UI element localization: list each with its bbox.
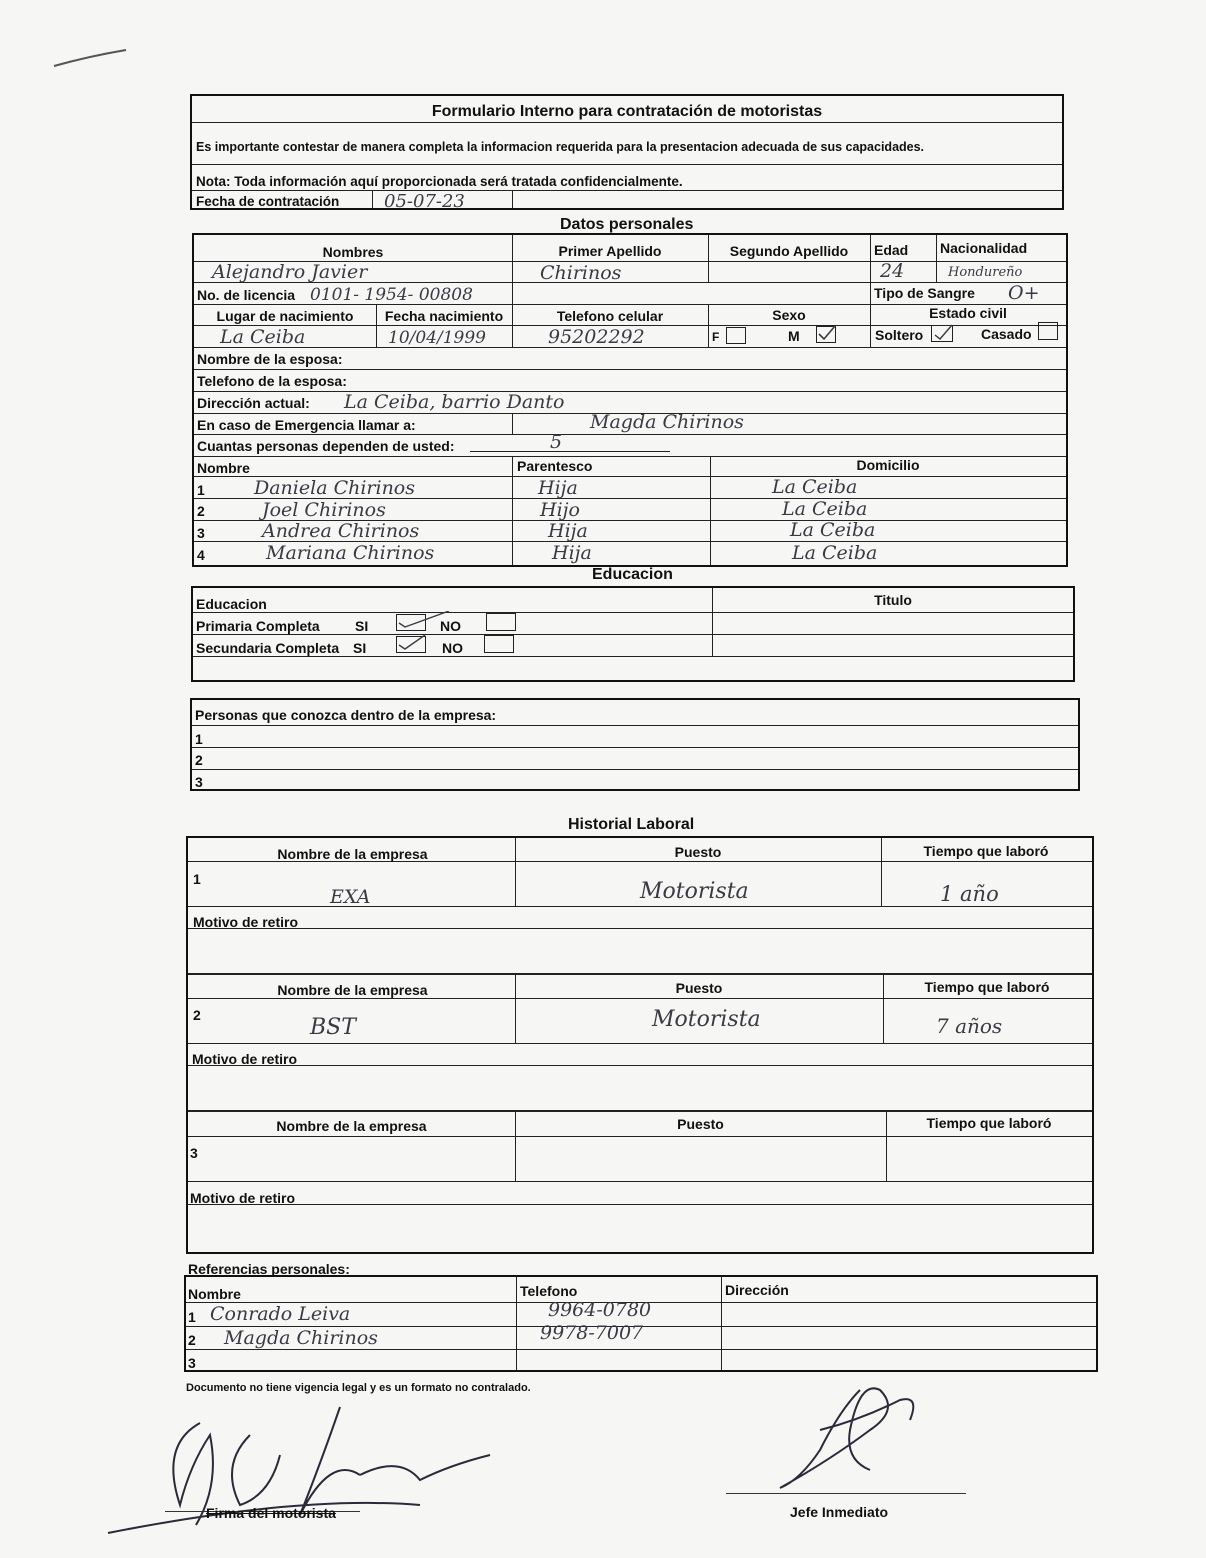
primaria-no-label: NO (440, 618, 461, 634)
primer-apellido-field[interactable]: Chirinos (540, 262, 622, 284)
direccion-field[interactable]: La Ceiba, barrio Danto (344, 391, 565, 413)
dep-parentesco-field[interactable]: Hijo (540, 499, 580, 521)
telefono-esposa-label: Telefono de la esposa: (197, 373, 347, 389)
contacts-title: Personas que conozca dentro de la empresa: (195, 707, 497, 723)
primaria-si-label: SI (355, 618, 369, 634)
dependen-field[interactable]: 5 (550, 431, 563, 453)
driver-signature (100, 1395, 500, 1545)
note-text: Nota: Toda información aquí proporcionada será tratada confidencialmente. (196, 174, 683, 189)
emergencia-field[interactable]: Magda Chirinos (590, 411, 744, 433)
job1-col-empresa: Nombre de la empresa (277, 846, 428, 862)
ref-telefono-field[interactable]: 9964-0780 (548, 1299, 652, 1321)
col-sexo: Sexo (772, 307, 806, 323)
job3-number: 3 (190, 1145, 198, 1161)
row-number: 2 (197, 503, 205, 519)
secundaria-si-label: SI (353, 640, 367, 656)
job2-number: 2 (193, 1007, 201, 1023)
soltero-checkbox[interactable] (931, 325, 953, 342)
row-number: 3 (188, 1355, 196, 1371)
ref-col-nombre: Nombre (188, 1286, 241, 1302)
dep-col-domicilio: Domicilio (856, 457, 920, 473)
col-edad: Edad (874, 242, 909, 258)
row-number: 1 (188, 1309, 196, 1325)
checkmark-icon (930, 323, 956, 341)
casado-label: Casado (981, 326, 1032, 342)
contact-row-3: 3 (195, 774, 203, 790)
licencia-field[interactable]: 0101- 1954- 00808 (310, 285, 473, 305)
row-number: 2 (188, 1332, 196, 1348)
dep-parentesco-field[interactable]: Hija (552, 542, 592, 564)
ref-nombre-field[interactable]: Magda Chirinos (224, 1327, 378, 1349)
driver-signature-label: Firma del motorista (206, 1505, 336, 1521)
edu-col-titulo: Titulo (874, 592, 912, 608)
edu-col-educacion: Educacion (196, 596, 267, 612)
job3-motivo-label: Motivo de retiro (190, 1190, 296, 1206)
job1-number: 1 (193, 871, 201, 887)
dep-nombre-field[interactable]: Andrea Chirinos (262, 520, 420, 542)
ref-telefono-field[interactable]: 9978-7007 (540, 1322, 644, 1344)
sexo-f-checkbox[interactable] (726, 327, 746, 344)
col-fecha-nacimiento: Fecha nacimiento (384, 308, 504, 324)
casado-checkbox[interactable] (1038, 322, 1058, 340)
job2-empresa-field[interactable]: BST (310, 1015, 356, 1040)
dep-nombre-field[interactable]: Daniela Chirinos (254, 477, 415, 499)
dep-parentesco-field[interactable]: Hija (548, 520, 588, 542)
job1-tiempo-field[interactable]: 1 año (940, 882, 999, 906)
pen-mark (50, 44, 130, 74)
ref-col-direccion: Dirección (725, 1282, 789, 1298)
secundaria-no-checkbox[interactable] (484, 635, 514, 653)
dependen-label: Cuantas personas dependen de usted: (197, 438, 455, 454)
job2-col-tiempo: Tiempo que laboró (924, 979, 1050, 995)
contact-row-1: 1 (195, 731, 203, 747)
esposa-label: Nombre de la esposa: (197, 351, 343, 367)
sexo-m-checkbox[interactable] (816, 326, 836, 343)
ref-nombre-field[interactable]: Conrado Leiva (210, 1303, 351, 1325)
direccion-label: Dirección actual: (197, 395, 310, 411)
edad-field[interactable]: 24 (880, 260, 905, 282)
nombres-field[interactable]: Alejandro Javier (212, 261, 368, 283)
form-title: Formulario Interno para contratación de motoristas (431, 103, 823, 120)
sexo-f-label: F (712, 330, 720, 344)
soltero-label: Soltero (875, 327, 924, 343)
dep-col-nombre: Nombre (197, 460, 250, 476)
job1-puesto-field[interactable]: Motorista (640, 879, 749, 904)
section-title-education: Educacion (592, 566, 673, 583)
col-primer-apellido: Primer Apellido (558, 243, 662, 259)
job3-col-tiempo: Tiempo que laboró (926, 1115, 1052, 1131)
col-nombres: Nombres (322, 244, 384, 260)
job1-empresa-field[interactable]: EXA (330, 886, 371, 908)
dep-domicilio-field[interactable]: La Ceiba (790, 519, 876, 541)
supervisor-signature (760, 1370, 940, 1500)
dep-domicilio-field[interactable]: La Ceiba (782, 498, 868, 520)
dep-domicilio-field[interactable]: La Ceiba (792, 542, 878, 564)
col-nacionalidad: Nacionalidad (940, 240, 1028, 256)
checkmark-icon (395, 633, 429, 653)
col-telefono-celular: Telefono celular (556, 308, 664, 324)
job2-tiempo-field[interactable]: 7 años (936, 1014, 1003, 1038)
supervisor-signature-label: Jefe Inmediato (790, 1504, 889, 1520)
licencia-label: No. de licencia (197, 287, 296, 303)
primaria-no-checkbox[interactable] (486, 613, 516, 631)
row-number: 4 (197, 547, 205, 563)
job2-col-empresa: Nombre de la empresa (277, 982, 428, 998)
col-segundo-apellido: Segundo Apellido (729, 243, 849, 259)
disclaimer: Documento no tiene vigencia legal y es un formato no contralado. (186, 1382, 531, 1394)
hire-date-label: Fecha de contratación (196, 194, 340, 209)
section-title-personal: Datos personales (560, 216, 694, 233)
ref-col-telefono: Telefono (520, 1283, 578, 1299)
nacionalidad-field[interactable]: Hondureño (948, 265, 1023, 280)
fecha-nacimiento-field[interactable]: 10/04/1999 (388, 328, 486, 348)
references-title: Referencias personales: (188, 1261, 350, 1277)
lugar-nacimiento-field[interactable]: La Ceiba (220, 326, 306, 348)
secundaria-si-checkbox[interactable] (396, 636, 426, 653)
col-lugar-nacimiento: Lugar de nacimiento (216, 308, 354, 324)
dep-nombre-field[interactable]: Mariana Chirinos (266, 542, 435, 564)
job1-motivo-label: Motivo de retiro (193, 914, 299, 930)
tipo-sangre-label: Tipo de Sangre (874, 285, 975, 301)
job3-col-empresa: Nombre de la empresa (276, 1118, 427, 1134)
sexo-m-label: M (788, 328, 800, 344)
col-estado-civil: Estado civil (929, 305, 1007, 321)
emergencia-label: En caso de Emergencia llamar a: (197, 417, 416, 433)
job3-col-puesto: Puesto (677, 1116, 724, 1132)
contact-row-2: 2 (195, 752, 203, 768)
job2-motivo-label: Motivo de retiro (192, 1051, 298, 1067)
telefono-celular-field[interactable]: 95202292 (548, 326, 645, 348)
job2-puesto-field[interactable]: Motorista (652, 1007, 761, 1032)
tipo-sangre-field[interactable]: O+ (1008, 282, 1040, 304)
primaria-label: Primaria Completa (196, 618, 320, 634)
dep-parentesco-field[interactable]: Hija (538, 477, 578, 499)
job2-col-puesto: Puesto (675, 980, 723, 996)
checkmark-icon (815, 324, 839, 342)
row-number: 1 (197, 482, 205, 498)
dep-col-parentesco: Parentesco (517, 458, 593, 474)
section-title-work: Historial Laboral (568, 816, 695, 833)
job1-col-tiempo: Tiempo que laboró (923, 843, 1049, 859)
intro-text: Es importante contestar de manera completa la informacion requerida para la presentacion adecuada de sus capacidades. (196, 140, 925, 154)
hire-date-field[interactable]: 05-07-23 (384, 191, 465, 212)
secundaria-no-label: NO (442, 640, 463, 656)
secundaria-label: Secundaria Completa (196, 640, 340, 656)
primaria-si-checkbox[interactable] (396, 614, 426, 631)
row-number: 3 (197, 525, 205, 541)
job1-col-puesto: Puesto (674, 844, 722, 860)
dep-nombre-field[interactable]: Joel Chirinos (262, 499, 386, 521)
dep-domicilio-field[interactable]: La Ceiba (772, 476, 858, 498)
